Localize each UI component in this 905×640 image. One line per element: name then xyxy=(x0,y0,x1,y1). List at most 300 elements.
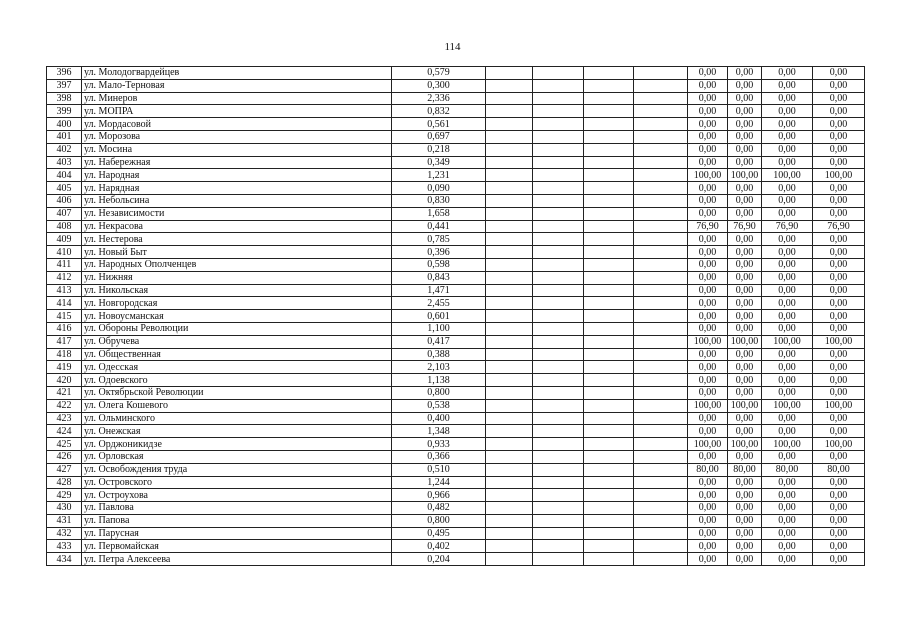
value-col-3: 0,00 xyxy=(762,322,813,335)
empty-cell xyxy=(486,386,533,399)
value-col-1: 0,00 xyxy=(688,207,728,220)
empty-cell xyxy=(634,463,688,476)
empty-cell xyxy=(533,553,584,566)
value-col-3: 0,00 xyxy=(762,271,813,284)
table-body xyxy=(47,67,865,566)
empty-cell xyxy=(533,284,584,297)
value-col-4: 76,90 xyxy=(813,220,865,233)
empty-cell xyxy=(486,463,533,476)
value-col-2: 0,00 xyxy=(728,143,762,156)
empty-cell xyxy=(634,297,688,310)
value-col-3: 0,00 xyxy=(762,207,813,220)
empty-cell xyxy=(533,527,584,540)
value-col-2: 80,00 xyxy=(728,463,762,476)
value-col-3: 0,00 xyxy=(762,105,813,118)
empty-cell xyxy=(486,194,533,207)
value-col-4: 100,00 xyxy=(813,169,865,182)
empty-cell xyxy=(486,284,533,297)
value-col-4: 0,00 xyxy=(813,322,865,335)
empty-cell xyxy=(584,67,634,80)
value-col-3: 0,00 xyxy=(762,67,813,80)
table-row xyxy=(47,130,865,143)
empty-cell xyxy=(584,489,634,502)
row-number: 411 xyxy=(47,258,82,271)
value-col-3: 0,00 xyxy=(762,92,813,105)
value-col-1: 0,00 xyxy=(688,297,728,310)
value-col-3: 0,00 xyxy=(762,182,813,195)
row-number: 408 xyxy=(47,220,82,233)
value-col-3: 0,00 xyxy=(762,502,813,515)
street-name: ул. Независимости xyxy=(82,207,392,220)
empty-cell xyxy=(533,348,584,361)
road-length: 0,441 xyxy=(392,220,486,233)
empty-cell xyxy=(533,450,584,463)
table-row xyxy=(47,502,865,515)
empty-cell xyxy=(584,425,634,438)
empty-cell xyxy=(486,220,533,233)
empty-cell xyxy=(634,92,688,105)
value-col-2: 100,00 xyxy=(728,169,762,182)
row-number: 426 xyxy=(47,450,82,463)
empty-cell xyxy=(486,425,533,438)
row-number: 416 xyxy=(47,322,82,335)
empty-cell xyxy=(634,271,688,284)
value-col-1: 0,00 xyxy=(688,374,728,387)
road-length: 0,843 xyxy=(392,271,486,284)
table-row xyxy=(47,463,865,476)
value-col-1: 0,00 xyxy=(688,310,728,323)
empty-cell xyxy=(486,476,533,489)
street-name: ул. Освобождения труда xyxy=(82,463,392,476)
street-name: ул. Парусная xyxy=(82,527,392,540)
street-name: ул. Ольминского xyxy=(82,412,392,425)
empty-cell xyxy=(584,233,634,246)
value-col-2: 0,00 xyxy=(728,553,762,566)
table-row xyxy=(47,143,865,156)
empty-cell xyxy=(533,92,584,105)
street-name: ул. Обороны Революции xyxy=(82,322,392,335)
value-col-3: 0,00 xyxy=(762,553,813,566)
empty-cell xyxy=(533,502,584,515)
empty-cell xyxy=(584,540,634,553)
table-row xyxy=(47,425,865,438)
empty-cell xyxy=(533,271,584,284)
street-name: ул. Набережная xyxy=(82,156,392,169)
empty-cell xyxy=(584,246,634,259)
value-col-2: 100,00 xyxy=(728,399,762,412)
value-col-4: 0,00 xyxy=(813,297,865,310)
empty-cell xyxy=(486,553,533,566)
empty-cell xyxy=(584,284,634,297)
value-col-1: 0,00 xyxy=(688,450,728,463)
row-number: 405 xyxy=(47,182,82,195)
value-col-1: 0,00 xyxy=(688,258,728,271)
table-row xyxy=(47,297,865,310)
row-number: 429 xyxy=(47,489,82,502)
value-col-1: 0,00 xyxy=(688,527,728,540)
empty-cell xyxy=(486,335,533,348)
value-col-4: 0,00 xyxy=(813,271,865,284)
row-number: 418 xyxy=(47,348,82,361)
empty-cell xyxy=(634,233,688,246)
empty-cell xyxy=(584,92,634,105)
value-col-2: 0,00 xyxy=(728,118,762,131)
value-col-2: 0,00 xyxy=(728,67,762,80)
street-name: ул. Одоевского xyxy=(82,374,392,387)
table-row xyxy=(47,514,865,527)
empty-cell xyxy=(486,79,533,92)
road-length: 0,579 xyxy=(392,67,486,80)
empty-cell xyxy=(486,348,533,361)
road-length: 2,336 xyxy=(392,92,486,105)
empty-cell xyxy=(533,207,584,220)
street-name: ул. Мордасовой xyxy=(82,118,392,131)
empty-cell xyxy=(634,399,688,412)
street-name: ул. Орджоникидзе xyxy=(82,438,392,451)
value-col-2: 0,00 xyxy=(728,258,762,271)
street-name: ул. Павлова xyxy=(82,502,392,515)
value-col-2: 76,90 xyxy=(728,220,762,233)
street-register-table xyxy=(46,66,865,566)
value-col-2: 0,00 xyxy=(728,271,762,284)
row-number: 428 xyxy=(47,476,82,489)
value-col-3: 0,00 xyxy=(762,476,813,489)
empty-cell xyxy=(634,476,688,489)
empty-cell xyxy=(634,105,688,118)
street-name: ул. МОПРА xyxy=(82,105,392,118)
value-col-1: 100,00 xyxy=(688,399,728,412)
value-col-2: 0,00 xyxy=(728,207,762,220)
table-row xyxy=(47,322,865,335)
value-col-4: 0,00 xyxy=(813,450,865,463)
table-row xyxy=(47,361,865,374)
value-col-1: 80,00 xyxy=(688,463,728,476)
value-col-2: 0,00 xyxy=(728,502,762,515)
table-row xyxy=(47,220,865,233)
value-col-3: 0,00 xyxy=(762,412,813,425)
empty-cell xyxy=(486,412,533,425)
road-length: 0,800 xyxy=(392,514,486,527)
empty-cell xyxy=(634,169,688,182)
street-name: ул. Одесская xyxy=(82,361,392,374)
empty-cell xyxy=(584,399,634,412)
value-col-1: 0,00 xyxy=(688,194,728,207)
road-length: 0,830 xyxy=(392,194,486,207)
value-col-3: 0,00 xyxy=(762,297,813,310)
value-col-2: 0,00 xyxy=(728,156,762,169)
empty-cell xyxy=(533,386,584,399)
value-col-2: 0,00 xyxy=(728,105,762,118)
value-col-3: 0,00 xyxy=(762,386,813,399)
value-col-3: 0,00 xyxy=(762,348,813,361)
value-col-3: 0,00 xyxy=(762,489,813,502)
road-length: 0,800 xyxy=(392,386,486,399)
value-col-4: 100,00 xyxy=(813,399,865,412)
value-col-4: 0,00 xyxy=(813,182,865,195)
empty-cell xyxy=(533,130,584,143)
empty-cell xyxy=(584,310,634,323)
value-col-4: 0,00 xyxy=(813,284,865,297)
street-name: ул. Нижняя xyxy=(82,271,392,284)
street-name: ул. Новый Быт xyxy=(82,246,392,259)
empty-cell xyxy=(486,514,533,527)
value-col-3: 100,00 xyxy=(762,335,813,348)
empty-cell xyxy=(584,361,634,374)
empty-cell xyxy=(533,258,584,271)
value-col-2: 0,00 xyxy=(728,92,762,105)
empty-cell xyxy=(533,169,584,182)
value-col-1: 0,00 xyxy=(688,130,728,143)
road-length: 0,204 xyxy=(392,553,486,566)
empty-cell xyxy=(486,374,533,387)
row-number: 409 xyxy=(47,233,82,246)
empty-cell xyxy=(533,361,584,374)
value-col-1: 0,00 xyxy=(688,79,728,92)
street-name: ул. Остроухова xyxy=(82,489,392,502)
value-col-4: 0,00 xyxy=(813,156,865,169)
value-col-1: 0,00 xyxy=(688,67,728,80)
value-col-4: 0,00 xyxy=(813,374,865,387)
empty-cell xyxy=(486,130,533,143)
value-col-2: 100,00 xyxy=(728,335,762,348)
value-col-3: 0,00 xyxy=(762,527,813,540)
road-length: 1,138 xyxy=(392,374,486,387)
empty-cell xyxy=(584,322,634,335)
value-col-3: 0,00 xyxy=(762,284,813,297)
value-col-2: 0,00 xyxy=(728,284,762,297)
value-col-4: 0,00 xyxy=(813,194,865,207)
empty-cell xyxy=(533,540,584,553)
street-name: ул. Мало-Терновая xyxy=(82,79,392,92)
value-col-2: 0,00 xyxy=(728,540,762,553)
road-length: 0,832 xyxy=(392,105,486,118)
road-length: 1,471 xyxy=(392,284,486,297)
empty-cell xyxy=(634,540,688,553)
value-col-4: 0,00 xyxy=(813,514,865,527)
row-number: 415 xyxy=(47,310,82,323)
road-length: 0,510 xyxy=(392,463,486,476)
empty-cell xyxy=(584,553,634,566)
empty-cell xyxy=(584,79,634,92)
table-row xyxy=(47,540,865,553)
empty-cell xyxy=(486,540,533,553)
empty-cell xyxy=(486,143,533,156)
value-col-1: 0,00 xyxy=(688,156,728,169)
street-name: ул. Минеров xyxy=(82,92,392,105)
value-col-4: 0,00 xyxy=(813,425,865,438)
value-col-3: 0,00 xyxy=(762,156,813,169)
empty-cell xyxy=(486,156,533,169)
value-col-4: 0,00 xyxy=(813,476,865,489)
value-col-4: 0,00 xyxy=(813,386,865,399)
table-row xyxy=(47,118,865,131)
empty-cell xyxy=(634,156,688,169)
value-col-4: 100,00 xyxy=(813,438,865,451)
value-col-2: 0,00 xyxy=(728,182,762,195)
empty-cell xyxy=(634,386,688,399)
value-col-3: 0,00 xyxy=(762,514,813,527)
value-col-2: 0,00 xyxy=(728,79,762,92)
empty-cell xyxy=(584,220,634,233)
value-col-4: 0,00 xyxy=(813,412,865,425)
empty-cell xyxy=(533,489,584,502)
value-col-3: 0,00 xyxy=(762,361,813,374)
road-length: 0,598 xyxy=(392,258,486,271)
empty-cell xyxy=(533,246,584,259)
empty-cell xyxy=(533,105,584,118)
table-row xyxy=(47,156,865,169)
value-col-2: 0,00 xyxy=(728,514,762,527)
empty-cell xyxy=(533,399,584,412)
street-name: ул. Октябрьской Революции xyxy=(82,386,392,399)
value-col-4: 0,00 xyxy=(813,79,865,92)
empty-cell xyxy=(533,156,584,169)
table-row xyxy=(47,438,865,451)
street-name: ул. Нестерова xyxy=(82,233,392,246)
empty-cell xyxy=(533,79,584,92)
empty-cell xyxy=(584,156,634,169)
table-row xyxy=(47,412,865,425)
empty-cell xyxy=(634,310,688,323)
street-name: ул. Небольсина xyxy=(82,194,392,207)
empty-cell xyxy=(584,412,634,425)
empty-cell xyxy=(486,182,533,195)
value-col-4: 0,00 xyxy=(813,118,865,131)
empty-cell xyxy=(584,271,634,284)
value-col-1: 0,00 xyxy=(688,361,728,374)
value-col-2: 0,00 xyxy=(728,233,762,246)
empty-cell xyxy=(533,67,584,80)
road-length: 0,933 xyxy=(392,438,486,451)
road-length: 0,417 xyxy=(392,335,486,348)
table-row xyxy=(47,169,865,182)
empty-cell xyxy=(533,322,584,335)
empty-cell xyxy=(584,169,634,182)
empty-cell xyxy=(486,438,533,451)
empty-cell xyxy=(486,297,533,310)
row-number: 427 xyxy=(47,463,82,476)
road-length: 0,785 xyxy=(392,233,486,246)
value-col-4: 80,00 xyxy=(813,463,865,476)
empty-cell xyxy=(634,67,688,80)
table-row xyxy=(47,79,865,92)
value-col-3: 0,00 xyxy=(762,130,813,143)
empty-cell xyxy=(486,322,533,335)
street-name: ул. Новоусманская xyxy=(82,310,392,323)
empty-cell xyxy=(634,207,688,220)
value-col-4: 0,00 xyxy=(813,92,865,105)
row-number: 432 xyxy=(47,527,82,540)
empty-cell xyxy=(486,92,533,105)
value-col-2: 0,00 xyxy=(728,322,762,335)
row-number: 401 xyxy=(47,130,82,143)
page-number: 114 xyxy=(444,41,461,53)
empty-cell xyxy=(533,182,584,195)
value-col-1: 0,00 xyxy=(688,386,728,399)
value-col-2: 0,00 xyxy=(728,130,762,143)
value-col-2: 0,00 xyxy=(728,386,762,399)
empty-cell xyxy=(634,79,688,92)
row-number: 425 xyxy=(47,438,82,451)
row-number: 404 xyxy=(47,169,82,182)
empty-cell xyxy=(533,310,584,323)
empty-cell xyxy=(634,553,688,566)
row-number: 407 xyxy=(47,207,82,220)
empty-cell xyxy=(634,182,688,195)
value-col-1: 0,00 xyxy=(688,118,728,131)
empty-cell xyxy=(533,335,584,348)
road-length: 0,538 xyxy=(392,399,486,412)
empty-cell xyxy=(634,489,688,502)
empty-cell xyxy=(533,425,584,438)
value-col-3: 0,00 xyxy=(762,118,813,131)
road-length: 0,218 xyxy=(392,143,486,156)
empty-cell xyxy=(533,514,584,527)
value-col-2: 0,00 xyxy=(728,194,762,207)
empty-cell xyxy=(584,438,634,451)
empty-cell xyxy=(584,476,634,489)
value-col-2: 0,00 xyxy=(728,425,762,438)
table-row xyxy=(47,348,865,361)
empty-cell xyxy=(584,374,634,387)
table-row xyxy=(47,207,865,220)
road-length: 2,455 xyxy=(392,297,486,310)
value-col-1: 0,00 xyxy=(688,233,728,246)
row-number: 424 xyxy=(47,425,82,438)
row-number: 397 xyxy=(47,79,82,92)
value-col-2: 0,00 xyxy=(728,246,762,259)
table-row xyxy=(47,67,865,80)
empty-cell xyxy=(533,463,584,476)
street-name: ул. Молодогвардейцев xyxy=(82,67,392,80)
empty-cell xyxy=(634,450,688,463)
empty-cell xyxy=(486,310,533,323)
row-number: 434 xyxy=(47,553,82,566)
value-col-3: 0,00 xyxy=(762,258,813,271)
value-col-1: 0,00 xyxy=(688,540,728,553)
value-col-4: 0,00 xyxy=(813,67,865,80)
table-row xyxy=(47,182,865,195)
row-number: 399 xyxy=(47,105,82,118)
empty-cell xyxy=(584,463,634,476)
empty-cell xyxy=(584,297,634,310)
empty-cell xyxy=(634,361,688,374)
empty-cell xyxy=(486,271,533,284)
value-col-3: 0,00 xyxy=(762,246,813,259)
row-number: 400 xyxy=(47,118,82,131)
row-number: 421 xyxy=(47,386,82,399)
empty-cell xyxy=(533,233,584,246)
table-row xyxy=(47,92,865,105)
value-col-4: 0,00 xyxy=(813,258,865,271)
value-col-2: 0,00 xyxy=(728,450,762,463)
value-col-3: 100,00 xyxy=(762,399,813,412)
value-col-1: 100,00 xyxy=(688,335,728,348)
empty-cell xyxy=(486,207,533,220)
value-col-4: 0,00 xyxy=(813,348,865,361)
value-col-1: 0,00 xyxy=(688,284,728,297)
value-col-4: 0,00 xyxy=(813,130,865,143)
empty-cell xyxy=(584,527,634,540)
empty-cell xyxy=(486,502,533,515)
value-col-3: 0,00 xyxy=(762,143,813,156)
empty-cell xyxy=(634,374,688,387)
value-col-4: 0,00 xyxy=(813,553,865,566)
empty-cell xyxy=(634,527,688,540)
empty-cell xyxy=(584,348,634,361)
value-col-1: 100,00 xyxy=(688,169,728,182)
street-name: ул. Онежская xyxy=(82,425,392,438)
